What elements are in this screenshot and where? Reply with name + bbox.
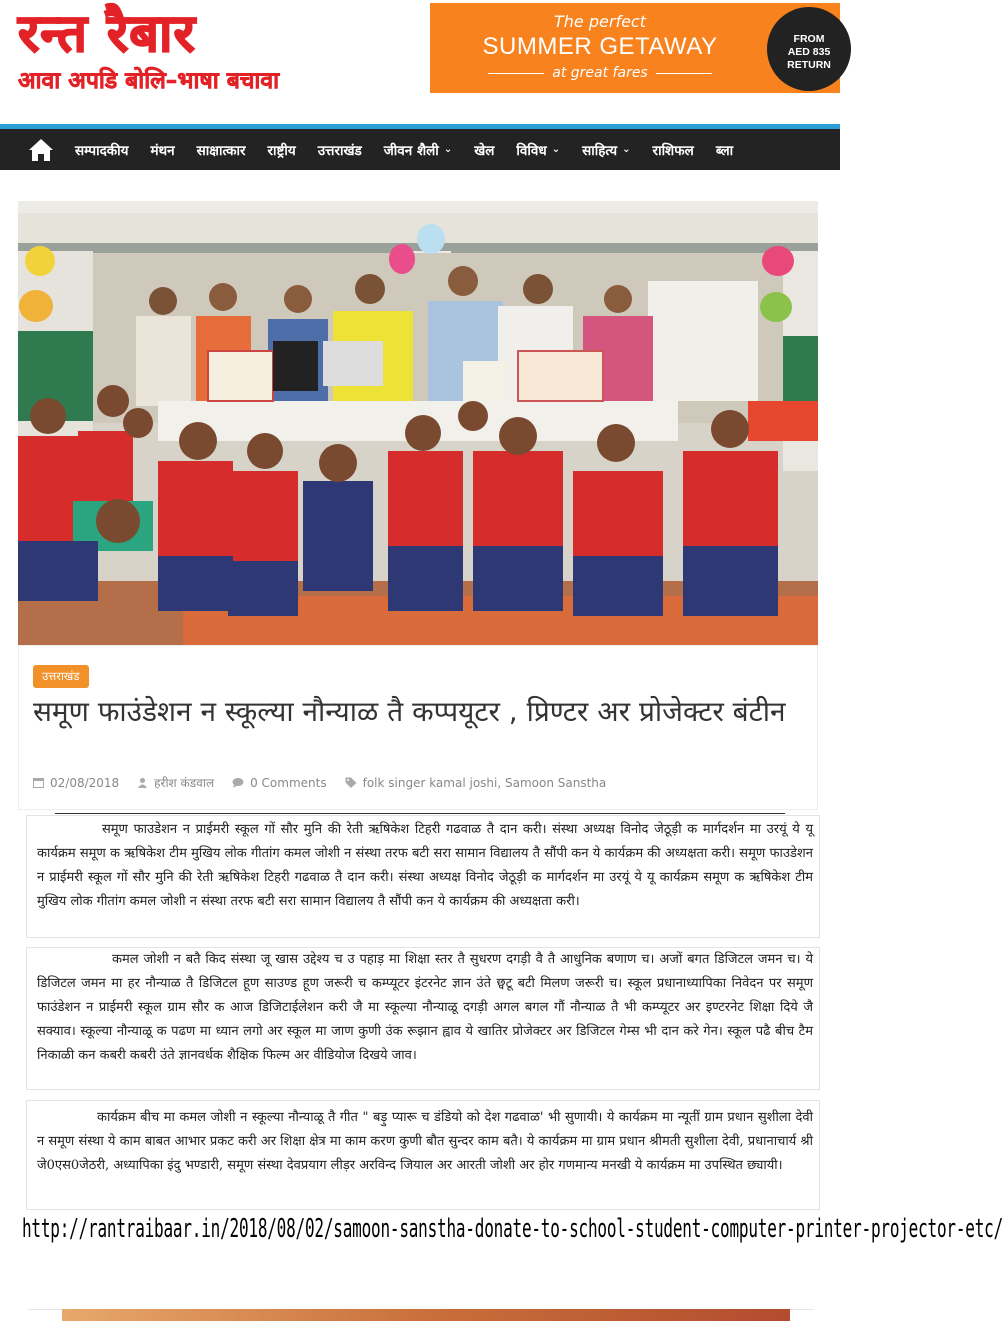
ad-headline: SUMMER GETAWAY (482, 33, 718, 60)
paragraph-2: कमल जोशी न बतै किद संस्था जू खास उद्देश्य च उ पहाड़ मा शिक्षा स्तर तै सुधरण दगड़ी वै तै आधुनिक बणाण च। अजों बगत डिजिटल जमन च। ये डिजिटल जमन मा हर नौन्याळ तै डिजिटल हूण साउण्ड हूण जरूरी च कम्प्यूटर इंटरनेट ज्ञान उंते छ्वटू बटी मिलण जरूरी च। स्कूल प्रधानाध्यापिका निवेदन पर समूण फाउंडेशन न प्राईमरी स्कूल ग्राम सौर क आज डिजिटाईलेशन करी जै मा स्कूल्या नौन्याळू दगड़ी अगल बगल गौं नौन्याळ तै भी कम्प्यूटर अर इण्टरनेट शिक्षा दिये जै सक्याव। स्कूल्या नौन्याळू क पढण मा ध्यान लगो अर स्कूल मा जाण कुणी उंक रूझान ह्वाव ये खातिर प्रोजेक्टर अर डिजिटल गेम्स भी दान करे गेन। स्कूल पढै बीच टैम निकाळी कन कबरी कबरी उंते ज्ञानवर्धक शैक्षिक फिल्म अर वीडियोज दिखये जाव। (26, 947, 820, 1090)
nav-label: जीवन शैली (383, 142, 439, 159)
nav-item-horoscope[interactable] (653, 141, 694, 159)
chevron-down-icon: ⌄ (443, 144, 453, 155)
calendar-icon (33, 777, 44, 788)
nav-item-editorial[interactable] (75, 141, 128, 159)
article-tags: folk singer kamal joshi, Samoon Sanstha (362, 775, 607, 790)
nav-item-manthan[interactable] (150, 141, 174, 159)
nav-label: साहित्य (582, 142, 618, 159)
main-nav (0, 129, 840, 170)
comment-icon (232, 777, 244, 788)
site-logo[interactable] (18, 6, 398, 106)
ad-price-badge (767, 7, 851, 91)
article-meta (33, 774, 624, 791)
nav-item-literature[interactable] (582, 141, 630, 159)
nav-item-uttarakhand[interactable] (318, 141, 362, 159)
ad-badge-price: AED 835 (787, 46, 831, 58)
article-date: 02/08/2018 (50, 775, 120, 790)
logo-title: रन्त रैबार (18, 4, 196, 64)
article-author: हरीश कंडवाल (154, 776, 215, 790)
meta-date[interactable] (33, 776, 119, 790)
ad-badge-return: RETURN (787, 59, 831, 71)
nav-item-lifestyle[interactable] (384, 141, 452, 159)
site-header (0, 0, 840, 126)
nav-label: राष्ट्रीय (267, 142, 296, 159)
meta-comments[interactable] (232, 776, 327, 790)
nav-item-national[interactable] (268, 141, 296, 159)
comments-count: 0 Comments (250, 775, 327, 790)
nav-label: राशिफल (652, 142, 694, 159)
category-badge[interactable]: उत्तराखंड (33, 665, 89, 688)
nav-label: खेल (474, 142, 495, 159)
nav-item-misc[interactable] (516, 141, 560, 159)
nav-label: ब्ला (715, 142, 734, 159)
logo-tagline: आवा अपडि बोलि–भाषा बचावा (18, 68, 280, 94)
article-title: समूण फाउंडेशन न स्कूल्या नौन्याळ तै कप्पयूटर , प्रिण्टर अर प्रोजेक्टर बंटीन (33, 695, 786, 728)
tag-icon (345, 777, 357, 788)
divider-line (55, 813, 785, 814)
meta-tags[interactable] (345, 776, 607, 790)
chevron-down-icon: ⌄ (622, 144, 631, 155)
nav-label: उत्तराखंड (317, 142, 362, 159)
ad-line3: at great fares (430, 65, 770, 81)
ad-badge-from: FROM (793, 33, 825, 45)
meta-author[interactable] (137, 774, 214, 791)
paragraph-3: कार्यक्रम बीच मा कमल जोशी न स्कूल्या नौन्याळू तै गीत " बड़ु प्यारू च डंडियो को देश गढवाळ' भी सुणायी। ये कार्यक्रम मा न्यूतीं ग्राम प्रधान सुशीला देवी न समूण संस्था ये काम बाबत आभार प्रकट करी अर शिक्षा क्षेत्र मा काम करण कुणी बौत सुन्दर काम बतै। ये कार्यक्रम मा ग्राम प्रधान श्रीमती सुशीला देवी, प्रधानाचार्य श्री जे0एस0जेठरी, अध्यापिका इंदु भण्डारी, समूण संस्था देवप्रयाग लीड़र अरविन्द जियाल अर आरती जोशी अर होर गणमान्य मनखी ये कार्यक्रम मा उपस्थित छ्यायी। (26, 1100, 820, 1210)
article-header (18, 645, 818, 810)
nav-label: साक्षात्कार (196, 142, 246, 159)
user-icon (137, 777, 148, 788)
ad-line1: The perfect (554, 12, 646, 31)
nav-label: मंथन (150, 142, 175, 159)
nav-item-sports[interactable] (474, 141, 494, 159)
bottom-banner-strip (62, 1309, 790, 1321)
nav-item-interview[interactable] (197, 141, 246, 159)
chevron-down-icon: ⌄ (551, 144, 561, 155)
advertisement-banner[interactable] (430, 3, 840, 93)
nav-label: सम्पादकीय (75, 142, 129, 159)
paragraph-1: समूण फाउडेशन न प्राईमरी स्कूल गों सौर मुनि की रेती ऋषिकेश टिहरी गढवाळ तै दान करी। संस्था अध्यक्ष विनोद जेठूड़ी क मार्गदर्शन मा उरयूं ये यू कार्यक्रम समूण क ऋषिकेश टीम मुखिय लोक गीतांग कमल जोशी न संस्था तरफ बटी सरा सामान विद्यालय तै सौंपी कन ये कार्यक्रम की अध्यक्षता करी। समूण फाउडेशन न प्राईमरी स्कूल गों सौर मुनि की रेती ऋषिकेश टिहरी गढवाळ तै दान करी। संस्था अध्यक्ष विनोद जेठूड़ी क मार्गदर्शन मा उरयूं ये यू कार्यक्रम समूण क ऋषिकेश टीम मुखिय लोक गीतांग कमल जोशी न संस्था तरफ बटी सरा सामान विद्यालय तै सौंपी कन ये कार्यक्रम की अध्यक्षता करी। (26, 815, 820, 938)
article-url[interactable]: http://rantraibaar.in/2018/08/02/samoon-sanstha-donate-to-school-student-computer-printer-projector-etc/ (22, 1213, 1003, 1244)
featured-image[interactable] (18, 201, 818, 645)
nav-label: विविध (516, 142, 547, 159)
home-icon[interactable] (28, 138, 54, 162)
nav-item-blog[interactable] (716, 141, 733, 159)
